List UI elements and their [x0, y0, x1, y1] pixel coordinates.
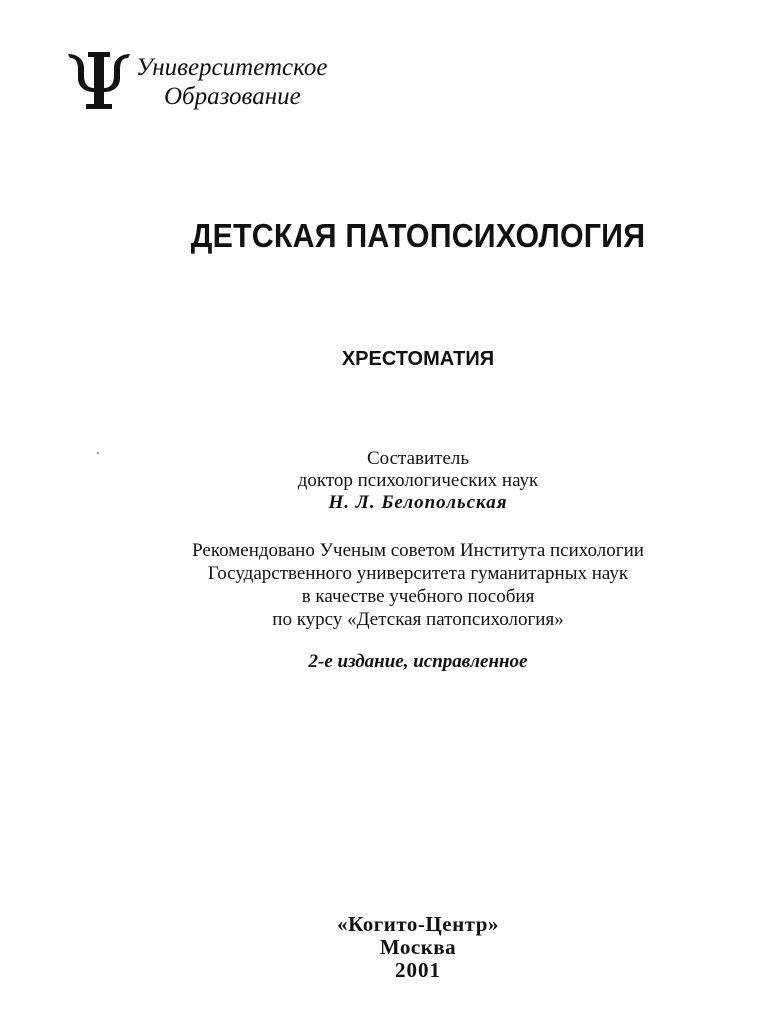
series-logo [66, 48, 366, 118]
compiler-name: Н. Л. Белопольская [328, 492, 508, 513]
book-title: ДЕТСКАЯ ПАТОПСИХОЛОГИЯ [190, 217, 646, 254]
publication-city: Москва [379, 935, 457, 959]
compiler-degree: доктор психологических наук [297, 470, 539, 491]
recommendation-line: в качестве учебного пособия [301, 586, 535, 607]
publisher-name: «Когито-Центр» [337, 912, 499, 936]
recommendation-line: Государственного университета гуманитарных наук [207, 563, 629, 584]
psi-icon [66, 48, 132, 112]
recommendation-line: по курсу «Детская патопсихология» [272, 609, 564, 630]
series-name-line2: Образование [164, 83, 301, 110]
edition-note: 2-е издание, исправленное [308, 651, 528, 672]
series-name-line1: Университетское [136, 54, 328, 81]
compiler-label: Составитель [366, 448, 470, 469]
book-subtitle: ХРЕСТОМАТИЯ [341, 348, 495, 370]
recommendation-line: Рекомендовано Ученым советом Института психологии [192, 540, 644, 561]
publication-year: 2001 [395, 958, 441, 982]
